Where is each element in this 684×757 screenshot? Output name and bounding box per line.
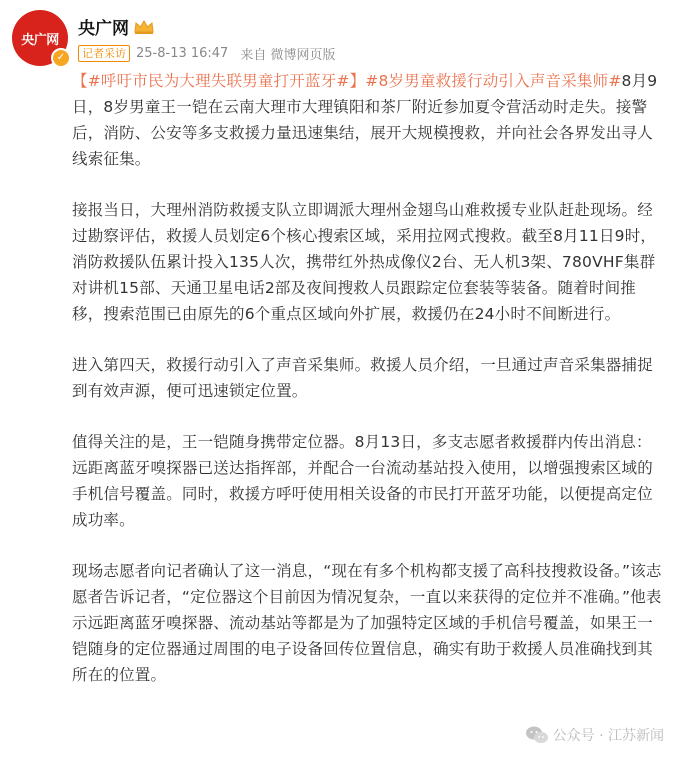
avatar[interactable]: 央广网 <box>12 10 68 66</box>
verified-badge-icon: ✓ <box>51 48 71 68</box>
post-source: 来自 微博网页版 <box>240 48 336 63</box>
crown-icon[interactable] <box>133 19 155 35</box>
paragraph-5: 现场志愿者向记者确认了这一消息，“现在有多个机构都支援了高科技搜救设备。”该志愿者告诉记者，“定位器这个目前因为情况复杂，一直以来获得的定位并不准确。”他表示远距离蓝牙嗅探器、流动基站等都是为了加强特定区域的手机信号覆盖，如果王一铠随身的定位器通过周围的电子设备回传位置信息，确实有助于救援人员准确找到其所在的位置。 <box>72 562 662 684</box>
account-name[interactable]: 央广网 <box>78 19 129 39</box>
name-row <box>78 14 155 39</box>
paragraph-3: 进入第四天，救援行动引入了声音采集师。救援人员介绍，一旦通过声音采集器捕捉到有效声源，便可迅速锁定位置。 <box>72 356 653 400</box>
post-content <box>72 68 667 713</box>
meta-row <box>78 44 335 63</box>
timestamp[interactable]: 25-8-13 16:47 <box>136 46 229 61</box>
wechat-icon <box>525 725 549 745</box>
watermark-text: 公众号 · 江苏新闻 <box>552 728 664 744</box>
topic-link-2[interactable]: #8岁男童救援行动引入声音采集师# <box>365 72 622 90</box>
paragraph-1 <box>72 68 667 172</box>
avatar-container[interactable] <box>12 10 70 68</box>
post-header <box>12 10 672 72</box>
watermark <box>525 725 664 745</box>
paragraph-1-text: 8月9日，8岁男童王一铠在云南大理市大理镇阳和茶厂附近参加夏令营活动时走失。接警后，消防、公安等多支救援力量迅速集结，展开大规模搜救，并向社会各界发出寻人线索征集。 <box>72 72 658 168</box>
topic-link-1[interactable]: 【#呼吁市民为大理失联男童打开蓝牙#】 <box>72 72 366 90</box>
paragraph-2: 接报当日，大理州消防救援支队立即调派大理州金翅鸟山难救援专业队赶赴现场。经过勘察评估，救援人员划定6个核心搜索区域，采用拉网式搜救。截至8月11日9时，消防救援队伍累计投入135人次，携带红外热成像仪2台、无人机3架、780VHF集群对讲机15部、天通卫星电话2部及夜间搜救人员跟踪定位套装等装备。随着时间推移，搜索范围已由原先的6个重点区域向外扩展，救援仍在24小时不间断进行。 <box>72 201 657 323</box>
paragraph-4: 值得关注的是，王一铠随身携带定位器。8月13日，多支志愿者救援群内传出消息：远距离蓝牙嗅探器已送达指挥部，并配合一台流动基站投入使用，以增强搜索区域的手机信号覆盖。同时，救援方呼吁使用相关设备的市民打开蓝牙功能，以便提高定位成功率。 <box>72 433 653 529</box>
post-tag[interactable]: 记者采访 <box>78 45 130 62</box>
